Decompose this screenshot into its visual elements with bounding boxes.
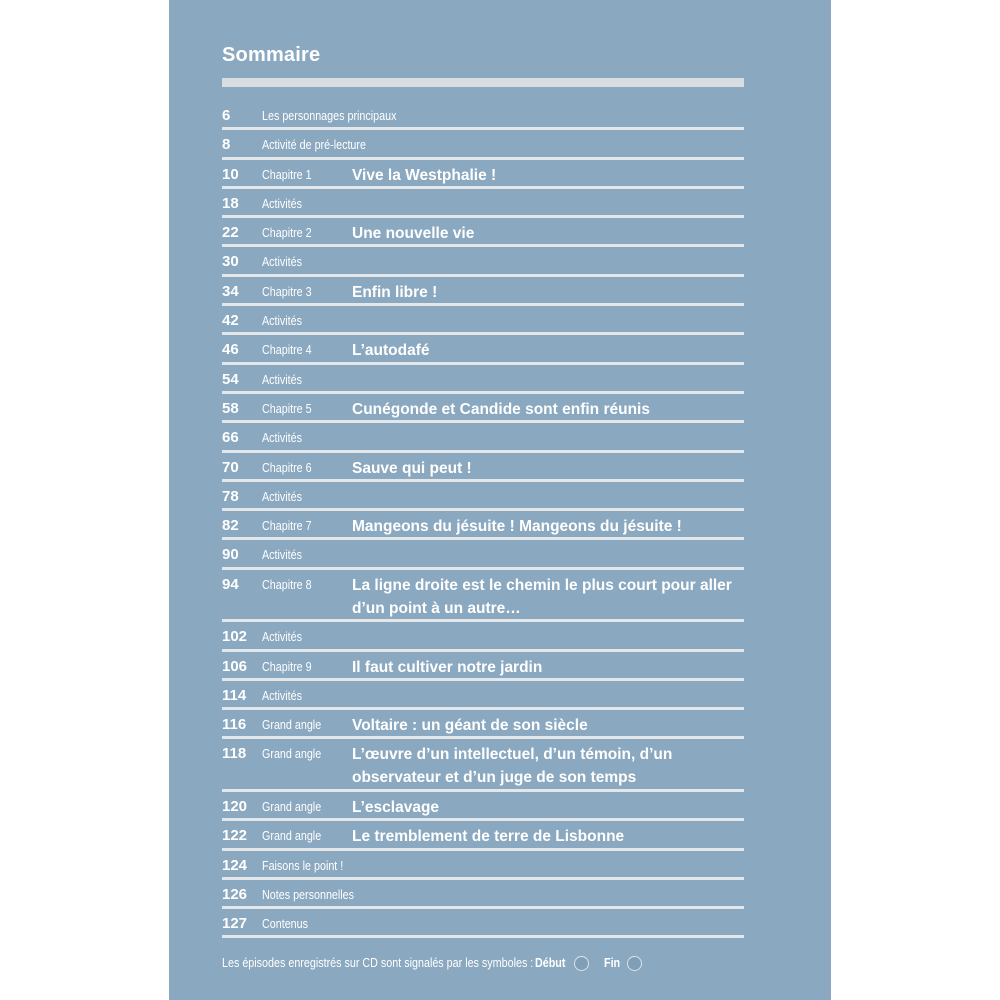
chapter-title: Le tremblement de terre de Lisbonne xyxy=(352,828,625,846)
section-label: Faisons le point ! xyxy=(262,858,344,873)
page-number: 106 xyxy=(222,657,248,675)
start-label: Début xyxy=(535,956,566,970)
chapter-title: Mangeons du jésuite ! Mangeons du jésuite ! xyxy=(352,518,682,536)
toc-row xyxy=(222,821,744,850)
section-label: Chapitre 8 xyxy=(262,577,312,592)
chapter-title: Une nouvelle vie xyxy=(352,225,475,243)
toc-row xyxy=(222,189,744,218)
footer-text: Les épisodes enregistrés sur CD sont signalés par les symboles : xyxy=(222,956,534,970)
page-number: 114 xyxy=(222,686,247,704)
page-number: 118 xyxy=(222,745,247,763)
section-label: Grand angle xyxy=(262,799,322,814)
section-label: Chapitre 1 xyxy=(262,167,312,182)
toc-row xyxy=(222,101,744,130)
chapter-title: Enfin libre ! xyxy=(352,283,438,301)
toc-row xyxy=(222,335,744,364)
toc-row xyxy=(222,511,744,540)
toc-row xyxy=(222,365,744,394)
section-label: Chapitre 2 xyxy=(262,226,312,241)
section-label: Activités xyxy=(262,196,303,211)
toc-row xyxy=(222,909,744,938)
page-number: 66 xyxy=(222,429,239,447)
page-number: 124 xyxy=(222,856,248,874)
page-number: 54 xyxy=(222,370,239,388)
toc-row xyxy=(222,622,744,651)
toc-row xyxy=(222,710,744,739)
end-label: Fin xyxy=(604,956,621,970)
toc-row xyxy=(222,880,744,909)
chapter-title: Cunégonde et Candide sont enfin réunis xyxy=(352,400,650,418)
section-label: Activités xyxy=(262,372,303,387)
section-label: Activités xyxy=(262,431,303,446)
toc-row xyxy=(222,652,744,681)
page-number: 82 xyxy=(222,517,239,535)
section-label: Notes personnelles xyxy=(262,887,355,902)
section-label: Chapitre 7 xyxy=(262,519,312,534)
section-label: Grand angle xyxy=(262,718,322,733)
page-number: 127 xyxy=(222,915,248,933)
chapter-title: Il faut cultiver notre jardin xyxy=(352,658,543,676)
toc-row xyxy=(222,540,744,569)
page-title: Sommaire xyxy=(222,44,321,66)
page-number: 18 xyxy=(222,194,239,212)
title-rule xyxy=(222,78,744,87)
chapter-title: La ligne droite est le chemin le plus court pour aller d’un point à un autre… xyxy=(352,576,732,617)
toc-row xyxy=(222,851,744,880)
section-label: Activités xyxy=(262,688,303,703)
page-number: 122 xyxy=(222,827,248,845)
section-label: Chapitre 4 xyxy=(262,343,312,358)
toc-row xyxy=(222,739,744,792)
section-label: Activités xyxy=(262,630,303,645)
section-label: Les personnages principaux xyxy=(262,109,397,123)
end-marker xyxy=(604,956,642,971)
section-label: Grand angle xyxy=(262,747,322,762)
toc-row xyxy=(222,570,744,623)
section-label: Activité de pré-lecture xyxy=(262,138,366,153)
page-number: 22 xyxy=(222,224,239,242)
table-of-contents xyxy=(222,101,744,938)
page-number: 8 xyxy=(222,136,231,154)
page-number: 116 xyxy=(222,716,247,734)
section-label: Activités xyxy=(262,548,303,563)
chapter-title: Voltaire : un géant de son siècle xyxy=(352,717,588,735)
section-label: Activités xyxy=(262,314,303,329)
toc-row xyxy=(222,247,744,276)
chapter-title: L’autodafé xyxy=(352,342,430,360)
chapter-title: Sauve qui peut ! xyxy=(352,459,472,477)
toc-row xyxy=(222,453,744,482)
section-label: Chapitre 6 xyxy=(262,460,312,475)
start-marker xyxy=(535,956,589,971)
page-number: 58 xyxy=(222,399,239,417)
section-label: Activités xyxy=(262,489,303,504)
chapter-title: L’esclavage xyxy=(352,798,440,816)
chapter-title: Vive la Westphalie ! xyxy=(352,166,497,184)
section-label: Chapitre 9 xyxy=(262,659,312,674)
page-number: 120 xyxy=(222,797,248,815)
section-label: Chapitre 5 xyxy=(262,401,312,416)
toc-row xyxy=(222,482,744,511)
page-number: 94 xyxy=(222,575,239,593)
toc-row xyxy=(222,792,744,821)
cd-start-icon xyxy=(574,956,589,971)
page-number: 126 xyxy=(222,885,248,903)
cd-end-icon xyxy=(627,956,642,971)
section-label: Chapitre 3 xyxy=(262,284,312,299)
toc-row xyxy=(222,423,744,452)
toc-row xyxy=(222,130,744,159)
contents-page xyxy=(169,0,831,1000)
toc-row xyxy=(222,306,744,335)
page-number: 102 xyxy=(222,628,248,646)
page-number: 10 xyxy=(222,165,239,183)
page-number: 90 xyxy=(222,546,239,564)
page-number: 42 xyxy=(222,312,239,330)
toc-row xyxy=(222,160,744,189)
toc-row xyxy=(222,681,744,710)
page-number: 46 xyxy=(222,341,239,359)
section-label: Activités xyxy=(262,255,303,270)
page-number: 70 xyxy=(222,458,239,476)
section-label: Grand angle xyxy=(262,829,322,844)
section-label: Contenus xyxy=(262,917,309,932)
toc-row xyxy=(222,277,744,306)
chapter-title: L’œuvre d’un intellectuel, d’un témoin, d’un observateur et d’un juge de son temps xyxy=(352,746,673,787)
page-number: 30 xyxy=(222,253,239,271)
page-number: 78 xyxy=(222,487,239,505)
page-number: 34 xyxy=(222,282,239,300)
toc-row xyxy=(222,218,744,247)
page-number: 6 xyxy=(222,107,231,124)
footer-note xyxy=(222,956,782,970)
toc-row xyxy=(222,394,744,423)
